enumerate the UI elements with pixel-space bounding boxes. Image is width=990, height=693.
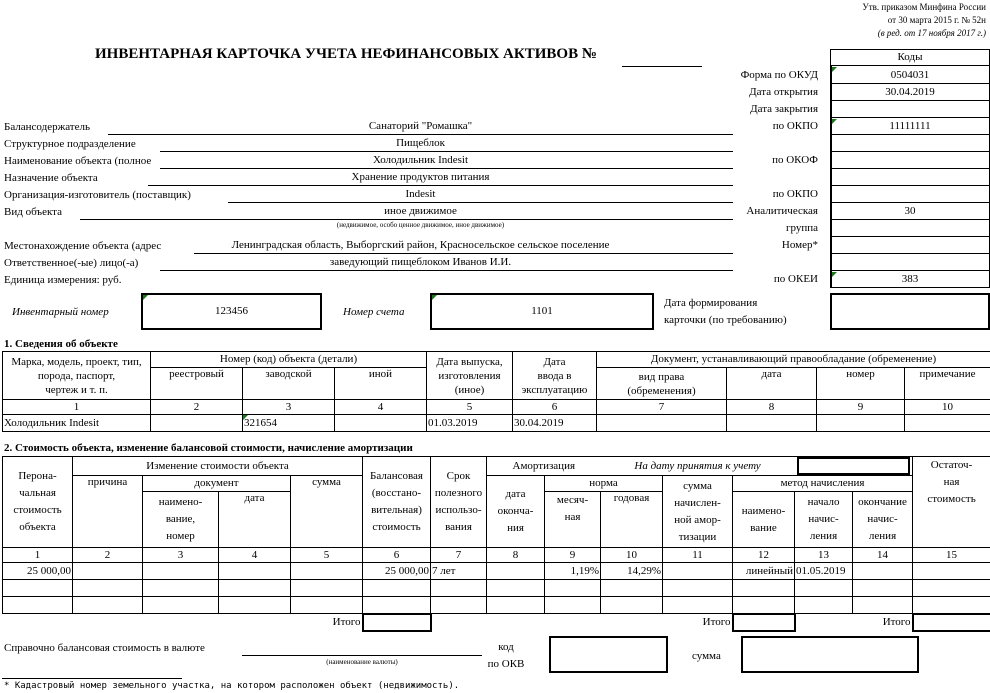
row-commission: 30.04.2019 bbox=[513, 415, 597, 432]
h-accrued: тизации bbox=[678, 530, 717, 543]
responsible-value: заведующий пищеблоком Иванов И.И. bbox=[329, 256, 512, 268]
okud-label: Форма по ОКУД bbox=[740, 69, 818, 81]
close-date-label: Дата закрытия bbox=[750, 103, 818, 115]
h-reason: причина bbox=[73, 476, 143, 548]
kind-hint: (недвижимое, особо ценное движимое, иное движимое) bbox=[336, 221, 505, 229]
h-yearly: годовая bbox=[601, 492, 663, 548]
maker-value: Indesit bbox=[405, 188, 436, 200]
table-row bbox=[3, 415, 990, 432]
h-accrued: начислен- bbox=[674, 496, 721, 509]
row-brand: Холодильник Indesit bbox=[3, 415, 151, 432]
okpo-label: по ОКПО bbox=[772, 120, 818, 132]
holder-value: Санаторий "Ромашка" bbox=[368, 120, 473, 132]
row-initial: 25 000,00 bbox=[3, 563, 73, 580]
h-initial: стоимость bbox=[13, 504, 62, 516]
purpose-label: Назначение объекта bbox=[4, 172, 98, 184]
code-label-1: код bbox=[498, 641, 514, 653]
h-issue-3: (иное) bbox=[454, 383, 485, 396]
col-num: 9 bbox=[545, 548, 601, 563]
okei-code: 383 bbox=[901, 273, 919, 285]
inv-label: Инвентарный номер bbox=[12, 306, 109, 318]
h-docdate: дата bbox=[219, 492, 291, 548]
h-term: Срок bbox=[446, 470, 471, 482]
approval-line-3: (в ред. от 17 ноября 2017 г.) bbox=[877, 28, 986, 38]
h-mstart: начало bbox=[807, 496, 840, 508]
h-mname: вание bbox=[750, 521, 777, 534]
acc-value: 1101 bbox=[531, 305, 553, 317]
h-issue-1: Дата выпуска, bbox=[436, 355, 503, 368]
code-label-2: по ОКВ bbox=[487, 658, 525, 670]
h-balance: (восстано- bbox=[371, 487, 422, 499]
h-docname: наимено- bbox=[158, 496, 203, 508]
okud-code: 0504031 bbox=[890, 69, 930, 81]
h-end: дата bbox=[505, 488, 526, 500]
h-comm-2: ввода в bbox=[537, 369, 572, 382]
h-mstart: начис- bbox=[808, 513, 839, 525]
table-row bbox=[3, 597, 990, 614]
h-balance: вительная) bbox=[371, 504, 422, 516]
h-brand-2: порода, паспорт, bbox=[37, 369, 116, 382]
okpo-code: 11111111 bbox=[889, 120, 931, 132]
h-docname: номер bbox=[166, 530, 195, 542]
name-label: Наименование объекта (полное bbox=[4, 155, 152, 167]
form-title: ИНВЕНТАРНАЯ КАРТОЧКА УЧЕТА НЕФИНАНСОВЫХ АКТИВОВ № bbox=[95, 46, 597, 62]
section1-title: 1. Сведения об объекте bbox=[4, 338, 118, 350]
h-right-1: вид права bbox=[638, 370, 685, 383]
col-num: 10 bbox=[601, 548, 663, 563]
responsible-label: Ответственное(-ые) лицо(-а) bbox=[4, 257, 139, 269]
name-value: Холодильник Indesit bbox=[372, 154, 469, 166]
holder-label: Балансодержатель bbox=[4, 121, 90, 133]
h-issue-2: изготовления bbox=[438, 369, 501, 382]
approval-line-2: от 30 марта 2015 г. № 52н bbox=[887, 15, 986, 25]
col-num: 3 bbox=[143, 548, 219, 563]
total-label-2: Итого bbox=[663, 614, 733, 631]
h-num: номер bbox=[817, 368, 905, 400]
h-docname: вание, bbox=[165, 513, 196, 525]
purpose-value: Хранение продуктов питания bbox=[351, 171, 490, 183]
h-term: вания bbox=[445, 521, 472, 533]
col-num: 10 bbox=[905, 400, 990, 415]
h-monthly: месяч- bbox=[556, 494, 589, 506]
h-accrued: ной амор- bbox=[674, 513, 721, 526]
h-balance: Балансовая bbox=[370, 470, 423, 482]
h-reg: реестровый bbox=[151, 368, 243, 400]
h-number: Номер (код) объекта (детали) bbox=[151, 352, 427, 368]
h-document: документ bbox=[143, 476, 291, 492]
col-num: 2 bbox=[151, 400, 243, 415]
kind-value: иное движимое bbox=[384, 205, 457, 217]
row-term: 7 лет bbox=[431, 563, 487, 580]
okei-label: по ОКЕИ bbox=[773, 273, 818, 285]
inv-value: 123456 bbox=[215, 305, 248, 317]
col-num: 4 bbox=[219, 548, 291, 563]
col-num: 11 bbox=[663, 548, 733, 563]
h-comm-3: эксплуатацию bbox=[521, 383, 588, 396]
h-comm-1: Дата bbox=[543, 355, 566, 368]
h-other: иной bbox=[335, 368, 427, 400]
h-balance: стоимость bbox=[372, 521, 421, 533]
h-note: примечание bbox=[905, 368, 990, 400]
h-mend: начис- bbox=[867, 513, 898, 525]
h-date: дата bbox=[727, 368, 817, 400]
h-mstart: ления bbox=[809, 530, 838, 542]
h-brand-1: Марка, модель, проект, тип, bbox=[11, 355, 142, 368]
col-num: 3 bbox=[243, 400, 335, 415]
unit-label: Структурное подразделение bbox=[4, 138, 136, 150]
okof-label: по ОКОФ bbox=[772, 154, 818, 166]
analytic-label: Аналитическая bbox=[746, 205, 818, 217]
col-num: 9 bbox=[817, 400, 905, 415]
col-num: 14 bbox=[853, 548, 913, 563]
col-num: 6 bbox=[513, 400, 597, 415]
currency-hint: (наименование валюты) bbox=[326, 658, 398, 666]
h-right-2: (обременения) bbox=[627, 384, 696, 397]
h-change: Изменение стоимости объекта bbox=[73, 457, 363, 476]
unit-measure: Единица измерения: руб. bbox=[4, 274, 122, 286]
h-initial: чальная bbox=[19, 487, 56, 499]
h-initial: объекта bbox=[19, 521, 56, 533]
sum-label: сумма bbox=[692, 650, 721, 662]
h-accrued: сумма bbox=[683, 479, 712, 492]
okpo2-label: по ОКПО bbox=[772, 188, 818, 200]
col-num: 7 bbox=[431, 548, 487, 563]
total-label-3: Итого bbox=[795, 614, 913, 631]
h-brand-3: чертеж и т. п. bbox=[45, 383, 108, 396]
h-amort-date: На дату принятия к учету bbox=[601, 457, 795, 476]
col-num: 5 bbox=[427, 400, 513, 415]
open-date: 30.04.2019 bbox=[885, 86, 935, 98]
acc-label: Номер счета bbox=[343, 306, 405, 318]
h-norm: норма bbox=[545, 476, 663, 492]
codes-header: Коды bbox=[897, 51, 923, 63]
location-label: Местонахождение объекта (адрес bbox=[4, 240, 162, 252]
row-yearly: 14,29% bbox=[601, 563, 663, 580]
row-monthly: 1,19% bbox=[545, 563, 601, 580]
h-mname: наимено- bbox=[741, 504, 786, 517]
col-num: 4 bbox=[335, 400, 427, 415]
h-residual: стоимость bbox=[927, 493, 976, 505]
section2-title: 2. Стоимость объекта, изменение балансовой стоимости, начисление амортизации bbox=[4, 442, 413, 454]
h-mend: ления bbox=[868, 530, 897, 542]
h-term: использо- bbox=[435, 504, 482, 516]
maker-label: Организация-изготовитель (поставщик) bbox=[4, 189, 191, 201]
h-sum: сумма bbox=[291, 476, 363, 548]
col-num: 2 bbox=[73, 548, 143, 563]
location-value: Ленинградская область, Выборгский район, Красносельское сельское поселение bbox=[231, 239, 610, 251]
table-row bbox=[3, 580, 990, 597]
h-method: метод начисления bbox=[733, 476, 913, 492]
h-monthly: ная bbox=[564, 511, 581, 523]
analytic-value: 30 bbox=[904, 205, 916, 217]
col-num: 1 bbox=[3, 548, 73, 563]
col-num: 7 bbox=[597, 400, 727, 415]
number-label: Номер* bbox=[781, 239, 818, 251]
form-date-label-2: карточки (по требованию) bbox=[664, 314, 787, 326]
approval-line-1: Утв. приказом Минфина России bbox=[862, 2, 986, 12]
currency-label: Справочно балансовая стоимость в валюте bbox=[4, 642, 205, 654]
col-num: 8 bbox=[487, 548, 545, 563]
h-residual: ная bbox=[943, 476, 960, 488]
form-date-label-1: Дата формирования bbox=[664, 297, 758, 309]
row-factory: 321654 bbox=[244, 416, 277, 429]
section2-table bbox=[2, 456, 990, 632]
group-label: группа bbox=[785, 222, 818, 234]
h-mend: окончание bbox=[858, 496, 907, 508]
col-num: 1 bbox=[3, 400, 151, 415]
footnote: * Кадастровый номер земельного участка, на котором расположен объект (недвижимость). bbox=[4, 681, 460, 691]
col-num: 5 bbox=[291, 548, 363, 563]
open-date-label: Дата открытия bbox=[749, 86, 818, 98]
col-num: 12 bbox=[733, 548, 795, 563]
table-row bbox=[3, 563, 990, 580]
col-num: 13 bbox=[795, 548, 853, 563]
col-num: 6 bbox=[363, 548, 431, 563]
h-end: ния bbox=[507, 522, 524, 534]
col-num: 15 bbox=[913, 548, 990, 563]
kind-label: Вид объекта bbox=[4, 206, 62, 218]
col-num: 8 bbox=[727, 400, 817, 415]
row-method: линейный bbox=[733, 563, 795, 580]
h-doc: Документ, устанавливающий правообладание (обременение) bbox=[597, 352, 990, 368]
row-start: 01.05.2019 bbox=[795, 563, 853, 580]
h-end: оконча- bbox=[497, 505, 534, 517]
h-factory: заводской bbox=[243, 368, 335, 400]
h-amort: Амортизация bbox=[487, 457, 601, 476]
unit-value: Пищеблок bbox=[396, 137, 445, 149]
section1-table bbox=[2, 351, 990, 432]
row-issue: 01.03.2019 bbox=[427, 415, 513, 432]
row-balance: 25 000,00 bbox=[363, 563, 431, 580]
h-initial: Перона- bbox=[18, 470, 57, 482]
h-term: полезного bbox=[434, 487, 483, 499]
h-residual: Остаточ- bbox=[930, 459, 973, 471]
total-label-1: Итого bbox=[3, 614, 363, 631]
